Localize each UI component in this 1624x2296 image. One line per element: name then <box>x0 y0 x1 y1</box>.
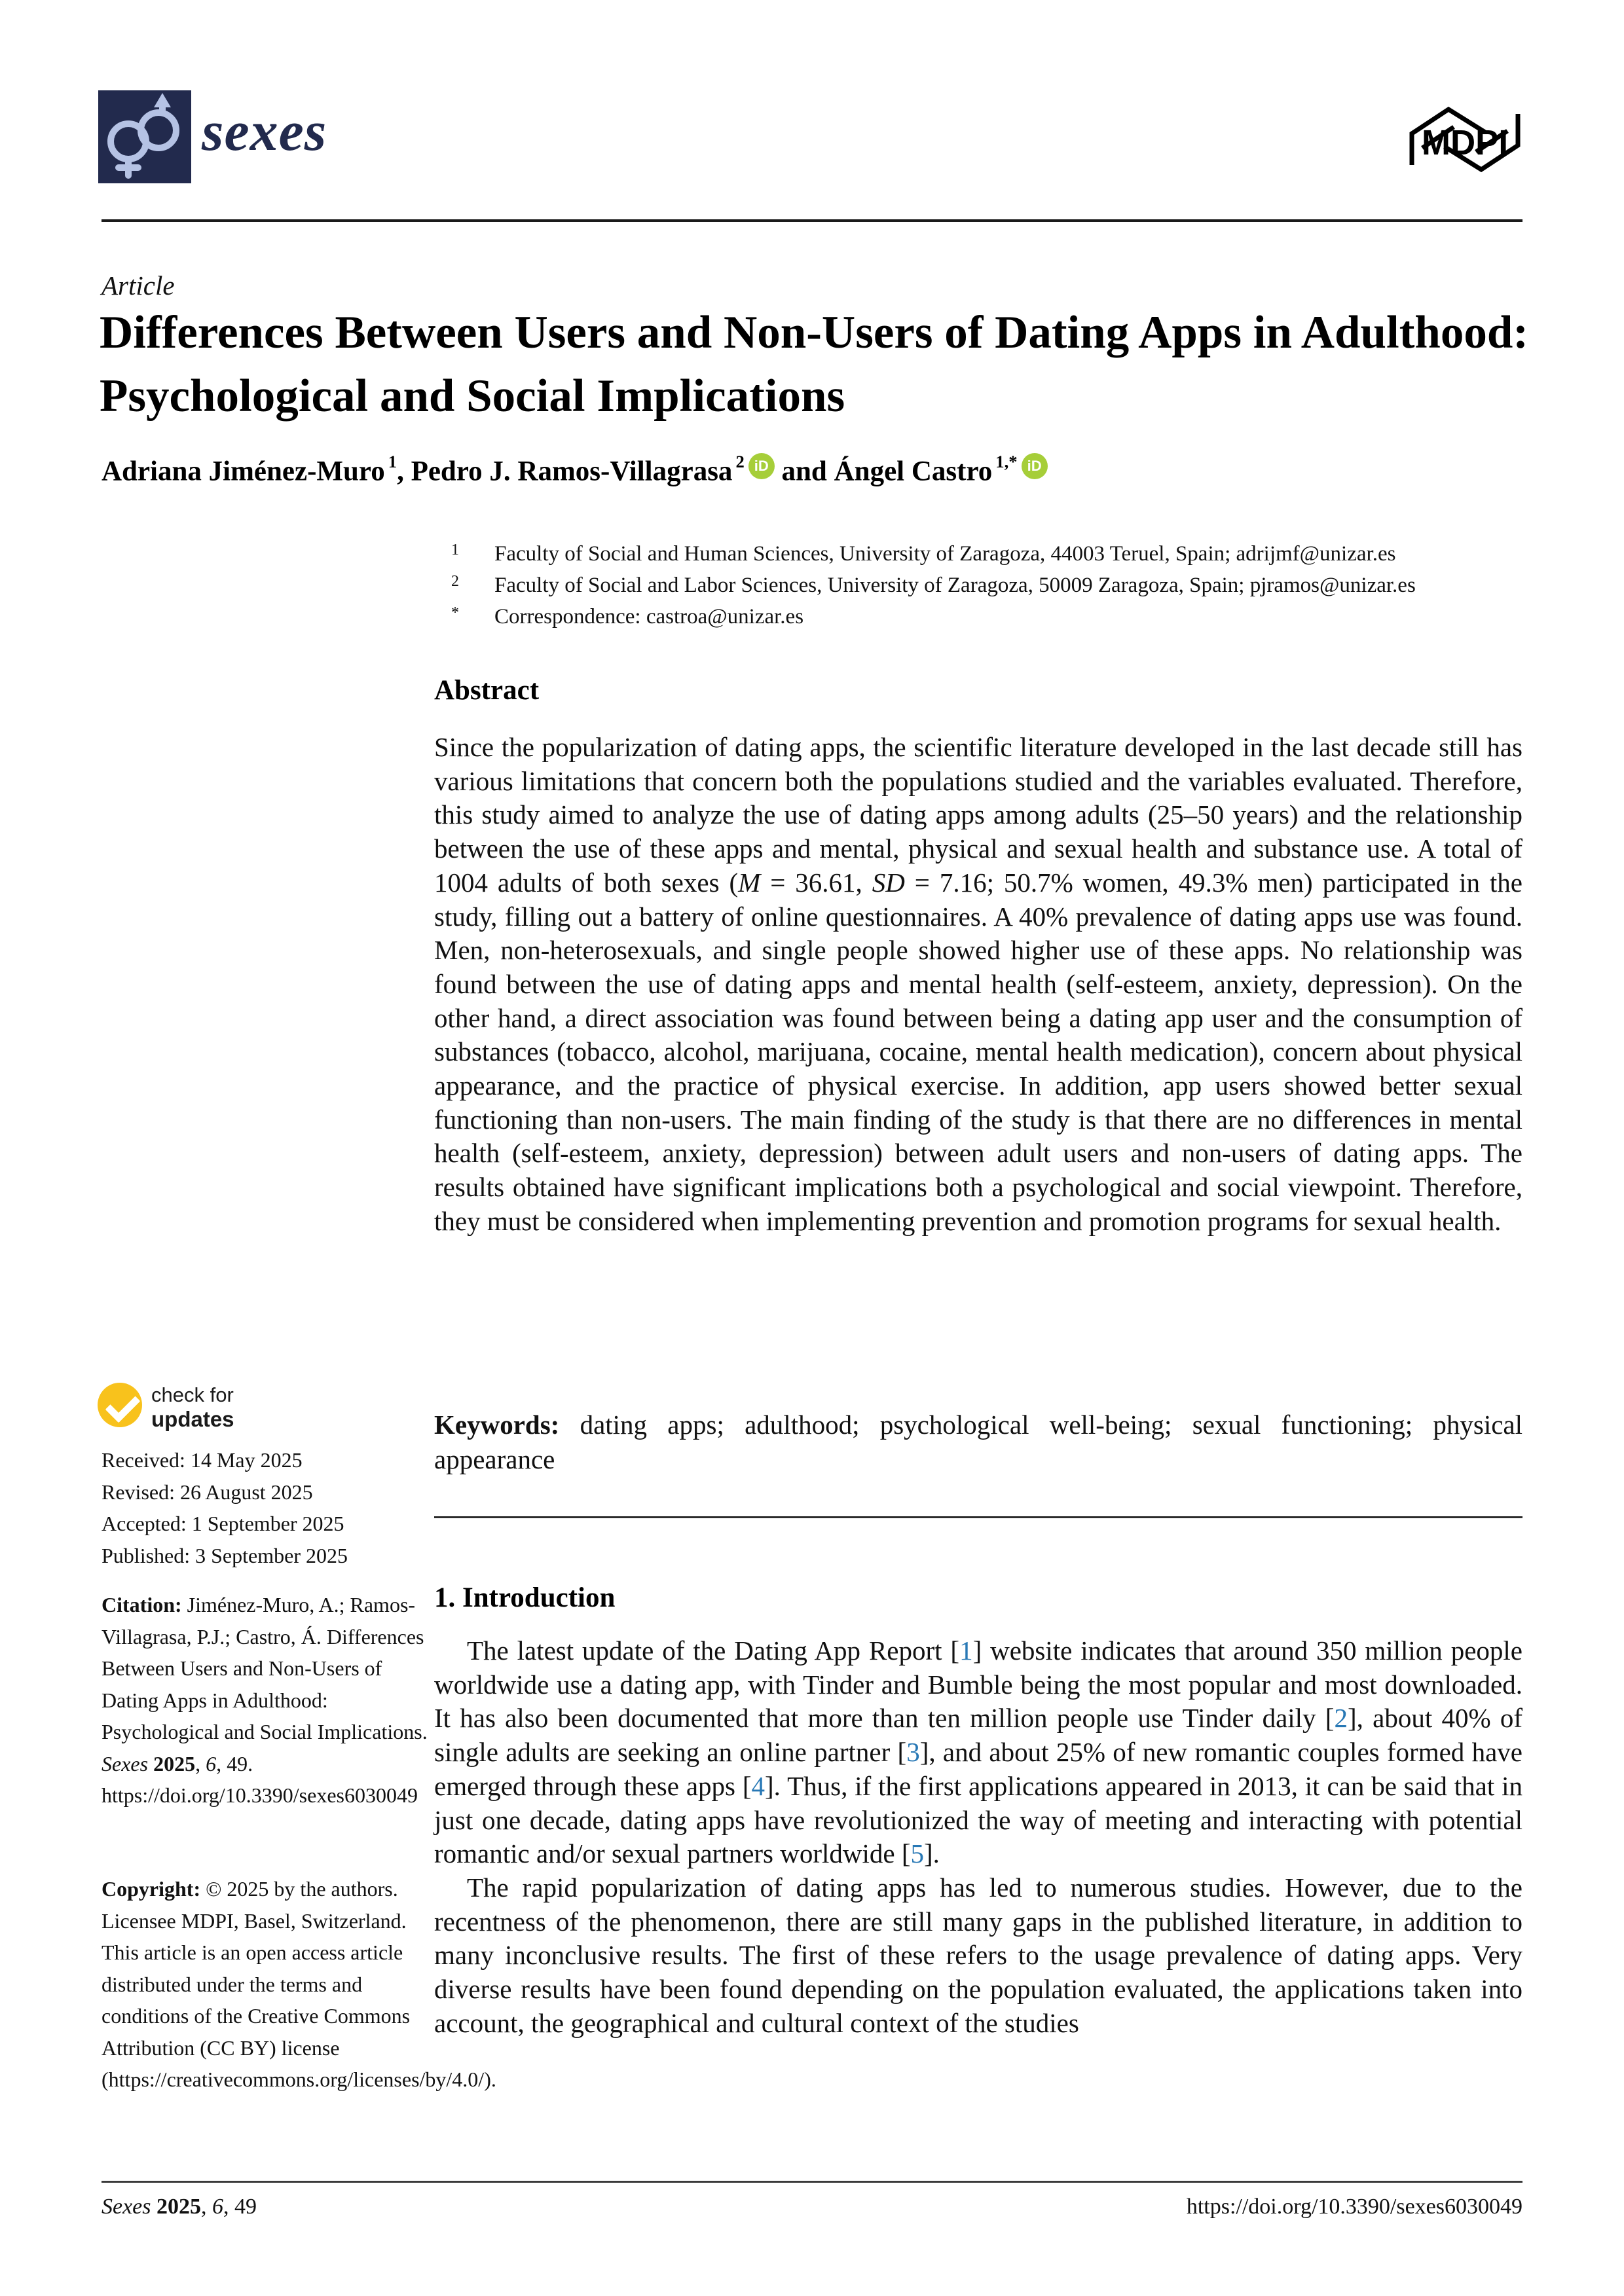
published-date: Published: 3 September 2025 <box>101 1543 348 1567</box>
badge-label-line2: updates <box>151 1407 234 1431</box>
affiliations <box>434 538 1522 632</box>
affiliation-text: Faculty of Social and Human Sciences, University of Zaragoza, 44003 Teruel, Spain; adrijmf@unizar.es <box>494 542 1396 566</box>
authors-line <box>101 454 1542 488</box>
accepted-date: Accepted: 1 September 2025 <box>101 1512 344 1535</box>
affiliation-marker: 1 <box>451 541 459 558</box>
author-affiliation-sup: 1,* <box>995 452 1018 471</box>
intro-paragraph-1: The latest update of the Dating App Report [1] website indicates that around 350 million people worldwide use a dating app, with Tinder and Bumble being the most popular and most downloaded. It has also been documented that more than ten million people use Tinder daily [2], about 40% of single adults are seeking an online partner [3], and about 25% of new romantic couples formed have emerged through these apps [4]. Thus, if the first applications appeared in 2013, it can be said that in just one decade, dating apps have revolutionized the way of meeting and interacting with potential romantic and/or sexual partners worldwide [5]. <box>434 1635 1523 1869</box>
copyright-note: Copyright: © 2025 by the authors. Licensee MDPI, Basel, Switzerland. This article is an open access article distributed under the terms and conditions of the Creative Commons Attribution (CC BY) license (https://creativecommons.org/licenses/by/4.0/). <box>101 1877 496 2091</box>
affiliation-item <box>434 601 1522 632</box>
affiliation-item <box>434 538 1522 570</box>
check-icon <box>98 1383 142 1427</box>
footer-doi[interactable]: https://doi.org/10.3390/sexes6030049 <box>1186 2195 1522 2219</box>
mdpi-logo-text: MDPI <box>1422 123 1508 162</box>
revised-date: Revised: 26 August 2025 <box>101 1480 313 1504</box>
journal-wordmark: sexes <box>202 100 327 162</box>
affiliation-text: Faculty of Social and Labor Sciences, University of Zaragoza, 50009 Zaragoza, Spain; pjramos@unizar.es <box>494 574 1416 597</box>
introduction-body <box>434 1634 1522 2040</box>
received-date: Received: 14 May 2025 <box>101 1448 303 1472</box>
abstract-text: Since the popularization of dating apps, the scientific literature developed in the last decade still has various limitations that concern both the populations studied and the variables evaluated. Therefore, this study aimed to analyze the use of dating apps among adults (25–50 years) and the relationship between the use of these apps and mental, physical and sexual health and substance use. A total of 1004 adults of both sexes (M = 36.61, SD = 7.16; 50.7% women, 49.3% men) participated in the study, filling out a battery of online questionnaires. A 40% prevalence of dating apps use was found. Men, non-heterosexuals, and single people showed higher use of these apps. No relationship was found between the use of dating apps and mental health (self-esteem, anxiety, depression). On the other hand, a direct association was found between being a dating app user and the consumption of substances (tobacco, alcohol, marijuana, cocaine, mental health medication), concern about physical appearance, and the practice of physical exercise. In addition, app users showed better sexual functioning than non-users. The main finding of the study is that there are no differences in mental health (self-esteem, anxiety, depression) between adult users and non-users of dating apps. The results obtained have significant implications both a psychological and social viewpoint. Therefore, they must be considered when implementing prevention and promotion programs for sexual health. <box>434 732 1522 1236</box>
intro-paragraph-2: The rapid popularization of dating apps has led to numerous studies. However, due to the recentness of the phenomenon, there are still many gaps in the published literature, in addition to many inconclusive results. The first of these refers to the usage prevalence of dating apps. Very diverse results have been found depending on the population evaluated, the applications taken into account, the geographical and cultural context of the studies <box>434 1872 1522 2038</box>
citation-ref[interactable]: 1 <box>959 1635 973 1666</box>
section-divider <box>434 1516 1522 1518</box>
footer-rule <box>101 2181 1522 2183</box>
check-for-updates-badge[interactable] <box>98 1381 405 1434</box>
article-dates <box>101 1444 442 1571</box>
citation-ref[interactable]: 3 <box>906 1737 920 1768</box>
affiliation-marker: * <box>451 604 459 621</box>
author-name: Pedro J. Ramos-Villagrasa <box>411 456 733 487</box>
mdpi-logo[interactable] <box>1403 100 1527 179</box>
abstract-heading: Abstract <box>434 675 540 706</box>
header-rule <box>101 219 1522 222</box>
affiliation-text: Correspondence: castroa@unizar.es <box>494 605 804 629</box>
author-separator: , <box>397 456 411 487</box>
author-affiliation-sup: 2 <box>735 452 745 471</box>
citation-ref[interactable]: 2 <box>1334 1703 1348 1734</box>
author-name: Adriana Jiménez-Muro <box>101 456 385 487</box>
citation-note: Citation: Jiménez-Muro, A.; Ramos-Villagrasa, P.J.; Castro, Á. Differences Between Users and Non-Users of Dating Apps in Adulthood: Psychological and Social Implications. Sexes 2025, 6, 49. https://doi.org/10.3390/sexes6030049 <box>101 1593 428 1807</box>
orcid-icon[interactable]: iD <box>1022 453 1048 479</box>
author-affiliation-sup: 1 <box>388 452 397 471</box>
orcid-icon[interactable]: iD <box>748 453 775 479</box>
section-heading-introduction: 1. Introduction <box>434 1582 616 1613</box>
journal-logo <box>98 90 191 183</box>
badge-label-line1: check for <box>151 1383 234 1406</box>
page-title: Differences Between Users and Non-Users of Dating Apps in Adulthood: Psychological and Social Implications <box>100 307 1529 422</box>
keywords-text: dating apps; adulthood; psychological well-being; sexual functioning; physical appearance <box>434 1410 1522 1474</box>
affiliation-item <box>434 570 1522 601</box>
article-type-label: Article <box>101 270 175 301</box>
affiliation-marker: 2 <box>451 573 459 590</box>
author-separator: and <box>774 456 834 487</box>
citation-ref[interactable]: 5 <box>910 1838 925 1869</box>
author-name: Ángel Castro <box>834 456 993 487</box>
keywords-label: Keywords: <box>434 1410 560 1440</box>
keywords-line <box>434 1408 1522 1477</box>
citation-ref[interactable]: 4 <box>751 1770 766 1801</box>
footer-journal-ref: Sexes 2025, 6, 49 <box>101 2195 257 2219</box>
